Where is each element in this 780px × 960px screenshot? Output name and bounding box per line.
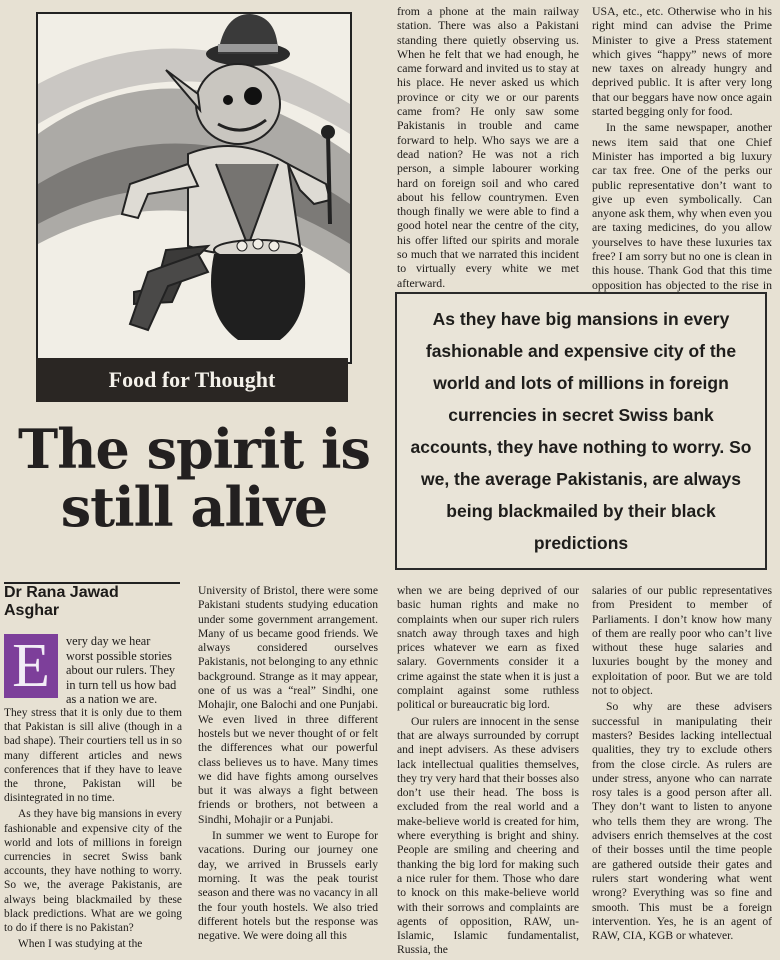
col4-top-paragraph-2: In the same newspaper, another news item said that one Chief Minister has imported a big luxury car tax free. One of the perks our public representative don’t want to give up even symbolically. Can anyone ask them, why when even you are taxing medicines, do you allow yourselves to have these luxuries tax free? I am sorry but no one is clean in this house. Thank God that this time opposition has objected to the rise in: [592, 120, 772, 292]
col4-bottom-paragraph-2: So why are these advisers successful in manipulating their masters? Besides lacking intellectual qualities, they try to exclude others from the close circle. As rulers are under stress, anyone who can narrate rosy tales is a good person after all. They don’t want to listen to anyone who tells them they are wrong. The advisers enrich themselves at the cost of their bosses until the time people are gathered outside their gates and rulers start wondering what went wrong? Everything was so fine and smooth. This must be a foreign intervention. Yes, he is an agent of RAW, CIA, KGB or whatever.: [592, 700, 772, 943]
section-label: Food for Thought: [36, 358, 348, 402]
col3-top-body: [397, 4, 579, 308]
col1-intro-line: as a nation we are.: [66, 692, 158, 707]
byline: [4, 584, 180, 620]
col4-bottom-paragraph-1: salaries of our public representatives from President to member of Parliaments. I don’t know how many of them are really poor who can’t live without these huge salaries and luxuries bought by the money and exploitation of poor. But we are told not to object.: [592, 584, 772, 698]
col1-paragraph-2: As they have big mansions in every fashionable and expensive city of the world and lots of millions in foreign currencies in secret Swiss bank accounts, they have nothing to worry. So we, the average Pakistanis, are always being blackmailed by these black predictions. What are we going to do if there is no Pakistan?: [4, 808, 182, 935]
illustration-art: [38, 14, 350, 362]
col4-top-paragraph-1: USA, etc., etc. Otherwise who in his right mind can advise the Prime Minister to give a Press statement which gives “happy” news of more new taxes on already hungry and deprived public. It is after very long that our beggars have now once again started begging only for food.: [592, 4, 772, 119]
col1-paragraph-3: When I was studying at the: [18, 938, 143, 951]
pull-quote: [395, 292, 767, 570]
col3-bottom-body: [397, 584, 579, 960]
headline-line-1: The spirit is: [18, 417, 370, 481]
headline: [0, 417, 388, 539]
col3-bottom-paragraph-1: when we are being deprived of our basic human rights and make no complaints when our super rich rulers snatch away through taxes and high prices whatever we earn as fixed salary. Governments consider it a crime against the state when it is just a complaint against some ruthless political or bureaucratic big lord.: [397, 584, 579, 712]
col1-intro-line: very day we hear: [66, 634, 151, 648]
col1-intro-line: in turn tell us how bad: [66, 677, 177, 692]
col3-top-paragraph-1: from a phone at the main railway station. There was also a Pakistani standing there quietly observing us. When he felt that we had enough, he came forward and invited us to stay at his place. He never asked us which province or city we or our parents came from? He only saw some Pakistanis in trouble and came forward to help. Who says we are a dead nation? He was not a rich person, a simple labourer working hard on foreign soil and who cared about his fellow countrymen. Even though finally we were able to find a good hotel near the centre of the city, his offer lifted our spirits and morale so much that we narrated this incident to virtually every white we met afterward.: [397, 4, 579, 290]
col3-bottom-paragraph-2: Our rulers are innocent in the sense that are always surrounded by corrupt and inept advisers. As these advisers lack intellectual qualities themselves, they try very hard that their bosses also don’t use their head. The boss is excluded from the real world and a make-believe world is created for him, where everything is bright and shiny. People are smiling and cheering and thanking the big lord for making such a nice ruler for them. Those who dare to knock on this make-believe world with their sorrows and complaints are agents of opposition, RAW, un-Islamic, Islamic fundamentalist, Russia, the: [397, 714, 579, 957]
leprechaun-illustration: [36, 12, 352, 364]
pull-quote-text: As they have big mansions in every fashionable and expensive city of the world and lots of millions in foreign currencies in secret Swiss bank accounts, they have nothing to worry. So we, the average Pakistanis, are always being blackmailed by their black predictions: [410, 309, 752, 553]
col4-bottom-body: [592, 584, 772, 945]
col2-paragraph-1: University of Bristol, there were some Pakistani students studying education under some government arrangement. Many of us became good friends. We always considered ourselves Pakistanis, not belonging to any ethnic background. Strange as it may appear, one of us was a “real” Sindhi, one Mohajir, one Balochi and one Punjabi. We even lived in three different hostels but we never thought of or felt the differences what our powerful class believes us to have. Many times we did have fights among ourselves but it was always a fight between friends or brothers, not between a Sindhi, Mohajir or a Punjabi.: [198, 584, 378, 826]
col1-body: [4, 706, 182, 953]
col1-intro: [66, 634, 182, 707]
col2-paragraph-2: In summer we went to Europe for vacations. During our journey one day, we arrived in Brussels early morning. It was the peak tourist season and there was no vacancy in all the four youth hostels. We also tried different hotels but the response was negative. We were doing all this: [198, 829, 378, 943]
col1-intro-line: about our rulers. They: [66, 663, 176, 678]
col2-body: [198, 584, 378, 945]
col1-intro-line: worst possible stories: [66, 648, 172, 663]
col4-top-body: [592, 4, 772, 308]
author-line-1: Dr Rana Jawad: [4, 584, 119, 601]
author-line-2: Asghar: [4, 602, 60, 619]
col1-paragraph-1: They stress that it is only due to them that Pakistan is sill alive (though in a bad shape). Their courtiers tell us in so many different articles and news conferences that if they have to leave the throne, Pakistan will be disintegrated in no time.: [4, 707, 182, 805]
headline-line-2: still alive: [60, 475, 328, 539]
drop-cap: E: [4, 634, 58, 698]
